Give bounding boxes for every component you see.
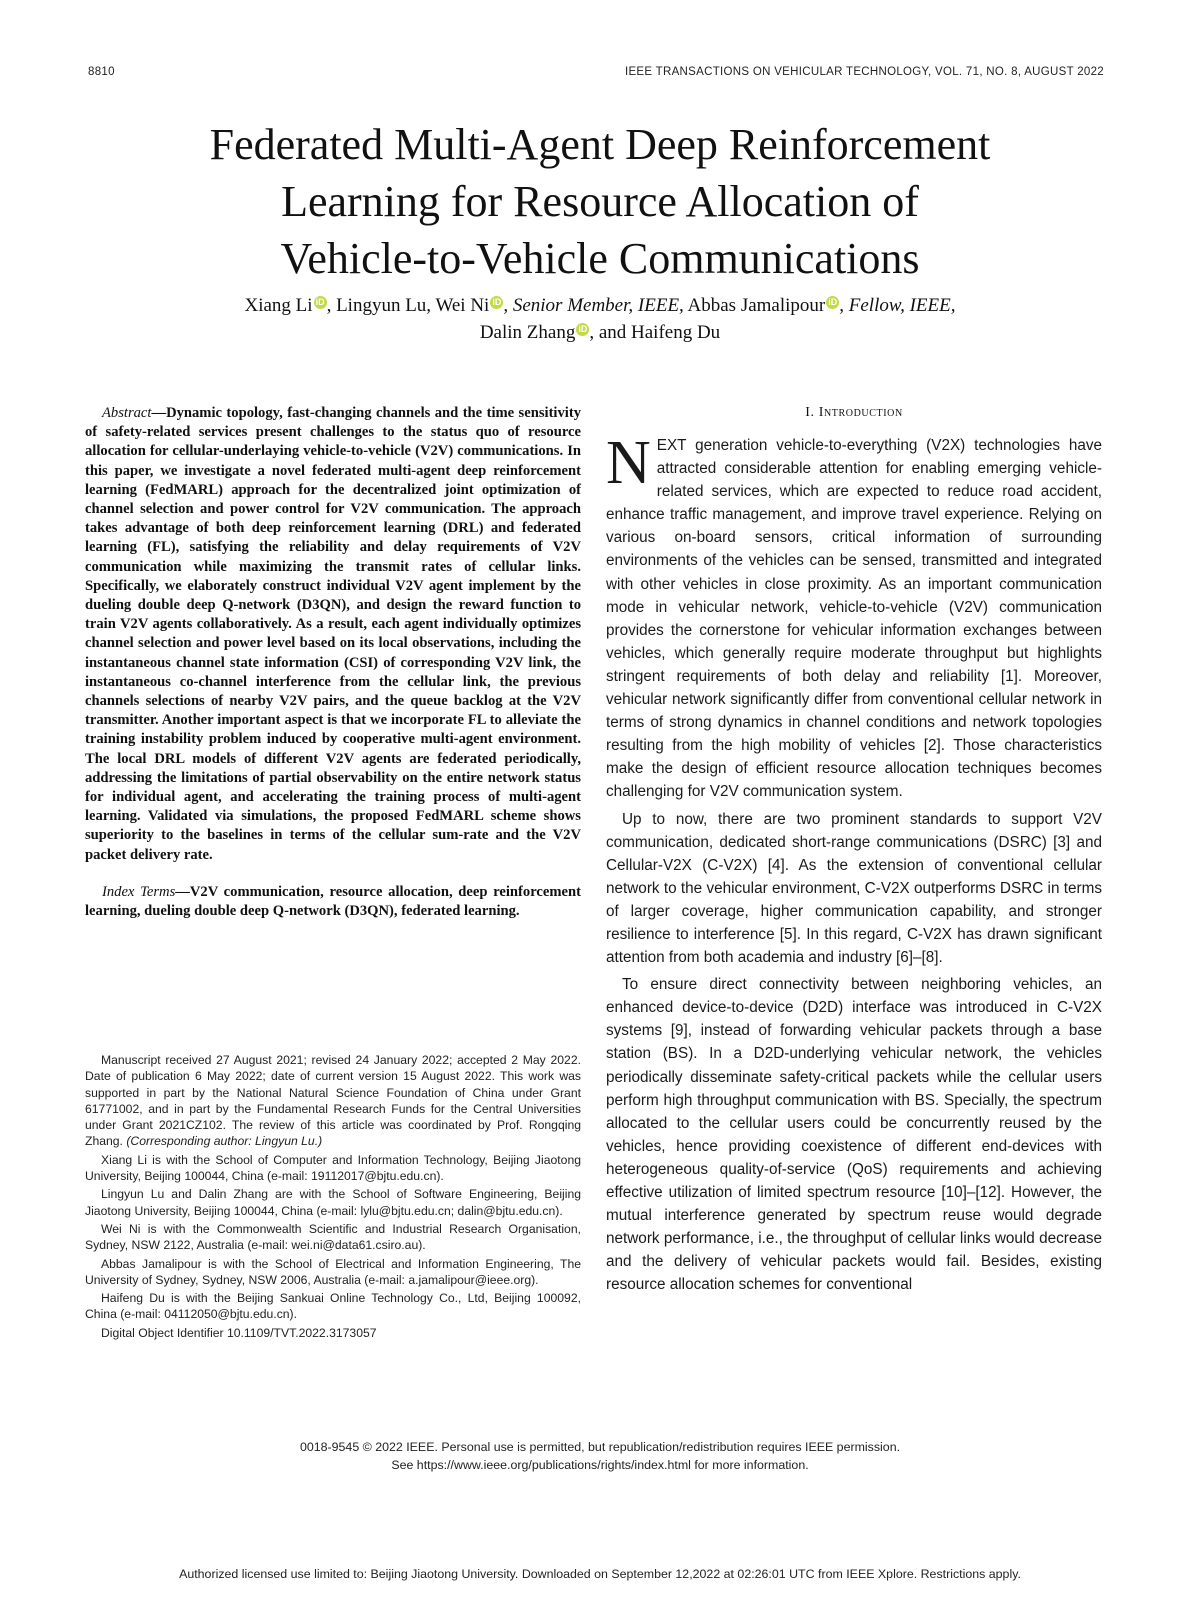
section-number: I. [805,405,815,420]
section-title: Introduction [818,405,903,420]
orcid-icon[interactable]: iD [492,297,502,307]
footnote-affiliation: Lingyun Lu and Dalin Zhang are with the School of Software Engineering, Beijing Jiaotong University, Beijing 100044, China (e-mail: lylu@bjtu.edu.cn; dalin@bjtu.edu.cn). [85,1187,581,1218]
introduction-body [606,429,1102,1296]
footnotes [85,1052,581,1343]
author-list [100,292,1100,346]
section-heading-introduction [606,402,1102,424]
copyright-line-1: 0018-9545 © 2022 IEEE. Personal use is permitted, but republication/redistribution requires IEEE permission. [299,1440,901,1454]
title-line-3: Vehicle-to-Vehicle Communications [280,234,920,283]
copyright-notice [0,1438,1200,1474]
intro-paragraph-2: Up to now, there are two prominent standards to support V2V communication, dedicated short-range communications (DSRC) [3] and Cellular-V2X (C-V2X) [4]. As the extension of conventional cellular network to the vehicular environment, C-V2X outperforms DSRC in terms of larger coverage, higher communication capability, and stronger resilience to interference [5]. In this regard, C-V2X has drawn significant attention from both academia and industry [6]–[8]. [606,810,1102,967]
authorized-use-notice: Authorized licensed use limited to: Beijing Jiaotong University. Downloaded on September 12,2022 at 02:26:01 UTC from IEEE Xplore. Restrictions apply. [179,1567,1021,1581]
abstract-label: Abstract [102,405,152,421]
title-line-2: Learning for Resource Allocation of [281,177,919,226]
footnote-affiliation: Abbas Jamalipour is with the School of Electrical and Information Engineering, The University of Sydney, Sydney, NSW 2006, Australia (e-mail: a.jamalipour@ieee.org). [85,1256,581,1287]
intro-paragraph-1 [606,429,1102,804]
orcid-icon[interactable]: iD [828,297,838,307]
copyright-line-2[interactable]: See https://www.ieee.org/publications/rights/index.html for more information. [391,1458,809,1472]
journal-name: IEEE TRANSACTIONS ON VEHICULAR TECHNOLOGY, VOL. 71, NO. 8, AUGUST 2022 [624,66,1104,78]
page-number: 8810 [88,66,115,78]
author-haifeng-du: , and Haifeng Du [589,322,721,343]
index-terms [85,883,581,921]
left-column [85,404,581,921]
footnote-manuscript [85,1052,581,1150]
drop-cap: N [606,429,651,497]
author-role-senior: , Senior Member, IEEE, [503,295,684,316]
abstract-text: —Dynamic topology, fast-changing channels and the time sensitivity of safety-related services present challenges to the status quo of resource allocation for cellular-underlaying vehicle-to-vehicle (V2V) communications. In this paper, we investigate a novel federated multi-agent deep reinforcement learning (FedMARL) approach for the decentralized joint optimization of channel selection and power control for V2V communication. The approach takes advantage of both deep reinforcement learning (DRL) and federated learning (FL), satisfying the reliability and delay requirements of V2V communication while maximizing the transmit rates of cellular links. Specifically, we elaborately construct individual V2V agent implement by the dueling double deep Q-network (D3QN), and design the reward function to train V2V agents collaboratively. As a result, each agent individually optimizes channel selection and power level based on its local observations, including the instantaneous channel state information (CSI) of corresponding V2V link, the instantaneous co-channel interference from the cellular link, the previous channels selections of nearby V2V pairs, and the queue backlog at the V2V transmitter. Another important aspect is that we incorporate FL to alleviate the training instability problem induced by cooperative multi-agent environment. The local DRL models of different V2V agents are federated periodically, addressing the limitations of partial observability on the entire network status for individual agent, and accelerating the training process of multi-agent learning. Validated via simulations, the proposed FedMARL scheme shows superiority to the baselines in terms of the cellular sum-rate and the V2V packet delivery rate. [85,405,581,863]
index-terms-label: Index Terms [102,883,176,900]
author-role-fellow: , Fellow, IEEE, [839,295,956,316]
author-dalin-zhang: Dalin Zhang [479,322,576,343]
author-line-2 [100,319,1100,346]
author-xiang-li: Xiang Li [244,295,313,316]
footnote-doi[interactable]: Digital Object Identifier 10.1109/TVT.2022.3173057 [101,1325,377,1340]
orcid-icon[interactable]: iD [578,324,588,334]
footnote-affiliation: Wei Ni is with the Commonwealth Scientific and Industrial Research Organisation, Sydney, NSW 2122, Australia (e-mail: wei.ni@data61.csiro.au). [85,1221,581,1253]
running-head [88,66,1104,82]
corresponding-author: (Corresponding author: Lingyun Lu.) [126,1134,323,1149]
author-abbas-jamalipour: Abbas Jamalipour [683,295,826,316]
paper-title [100,116,1100,287]
author-names-group: , Lingyun Lu, Wei Ni [326,295,490,316]
author-line-1 [100,292,1100,319]
abstract [85,404,581,865]
right-column [606,402,1102,1300]
index-terms-text: —V2V communication, resource allocation, deep reinforcement learning, dueling double deep Q-network (D3QN), federated learning. [85,883,581,920]
intro-paragraph-3: To ensure direct connectivity between neighboring vehicles, an enhanced device-to-device (D2D) interface was introduced in C-V2X systems [9], instead of forwarding vehicular packets through a base station (BS). In a D2D-underlying vehicular network, the vehicles periodically disseminate safety-critical packets while the cellular users perform high throughput communication with BS. Specially, the spectrum allocated to the cellular users could be concurrently reused by the vehicles, hence providing coexistence of different end-devices with heterogeneous quality-of-service (QoS) requirements and achieving effective utilization of limited spectrum resource [10]–[12]. However, the mutual interference generated by spectrum reuse would degrade network performance, i.e., the throughput of cellular links would decrease and the delivery of vehicular packets would fail. Besides, existing resource allocation schemes for conventional [606,976,1102,1294]
footnote-affiliation: Haifeng Du is with the Beijing Sankuai Online Technology Co., Ltd, Beijing 100092, China (e-mail: 04112050@bjtu.edu.cn). [85,1291,581,1322]
orcid-icon[interactable]: iD [315,297,325,307]
intro-paragraph-1-text: EXT generation vehicle-to-everything (V2X) technologies have attracted considerable attention for enabling emerging vehicle-related services, which are expected to reduce road accident, enhance traffic management, and improve travel experience. Relying on various on-board sensors, critical information of surrounding environments of the vehicles can be sensed, transmitted and integrated with other vehicles in close proximity. As an important communication mode in vehicular network, vehicle-to-vehicle (V2V) communication provides the cornerstone for vehicular information exchanges between vehicles, which generally require moderate throughput but highlights stringent requirements of both delay and reliability [1]. Moreover, vehicular network significantly differ from conventional cellular network in terms of strong dynamics in channel conditions and network topologies resulting from the high mobility of vehicles [2]. Those characteristics make the design of efficient resource allocation techniques becomes challenging for V2V communication system. [606,437,1102,801]
manuscript-text: Manuscript received 27 August 2021; revised 24 January 2022; accepted 2 May 2022. Date of publication 6 May 2022; date of current version 15 August 2022. This work was supported in part by the National Natural Science Foundation of China under Grant 61771002, and in part by the Fundamental Research Funds for the Central Universities under Grant 2021CZ102. The review of this article was coordinated by Prof. Rongqing Zhang. [85,1053,581,1149]
title-line-1: Federated Multi-Agent Deep Reinforcement [209,120,991,169]
footnote-affiliation: Xiang Li is with the School of Computer and Information Technology, Beijing Jiaotong University, Beijing 100044, China (e-mail: 19112017@bjtu.edu.cn). [85,1152,581,1184]
